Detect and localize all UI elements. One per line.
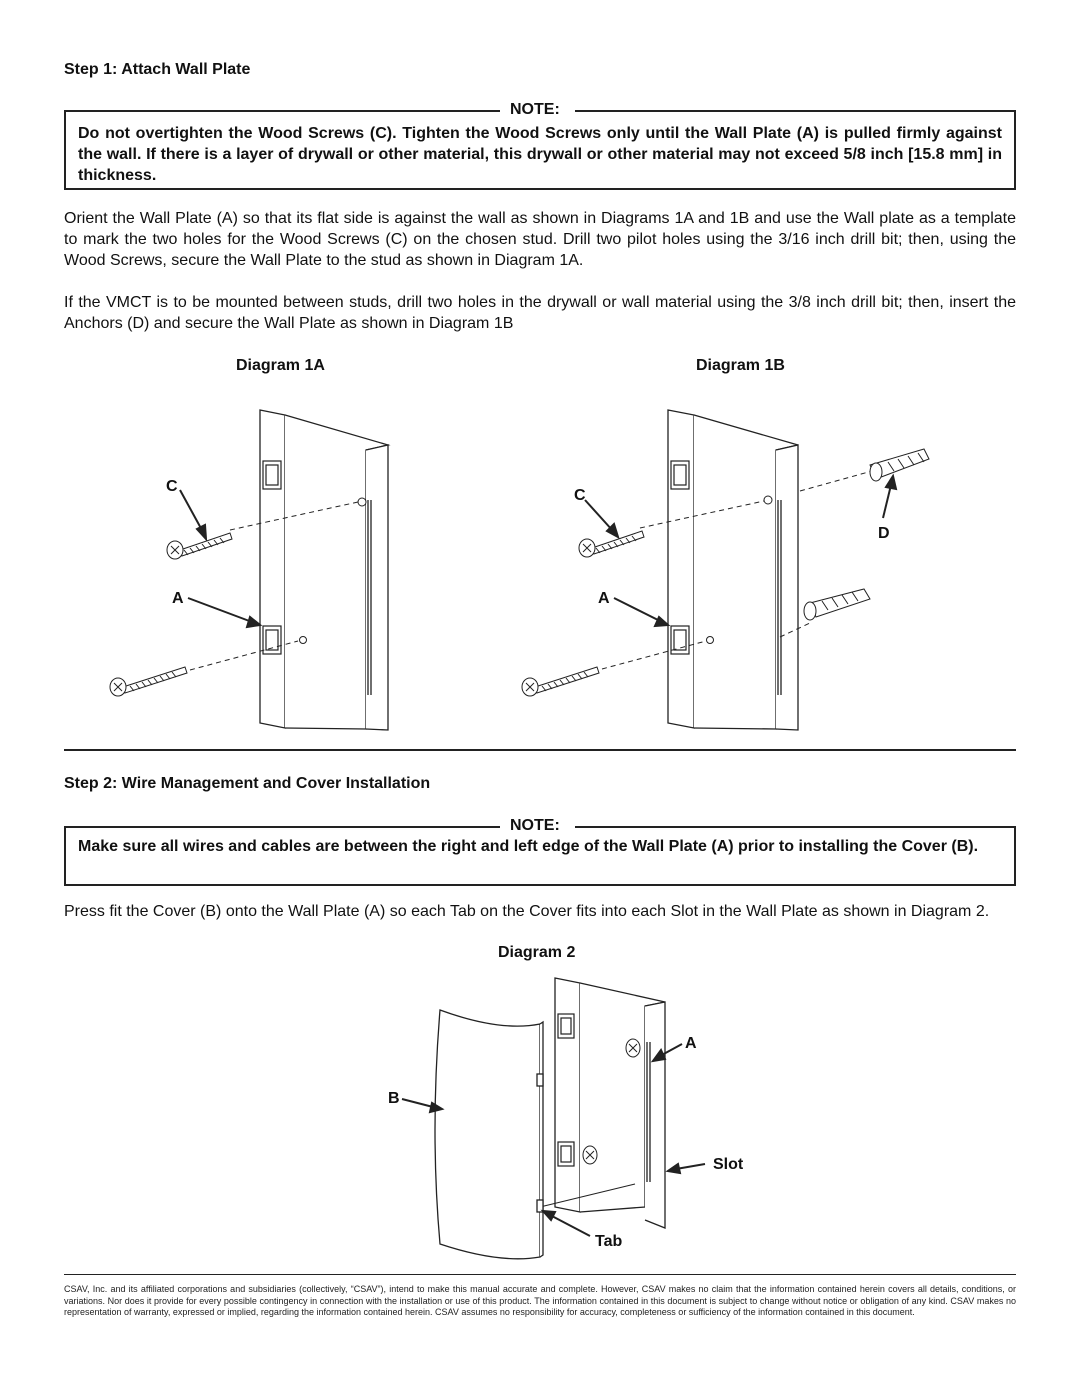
arrow-c [180,490,206,539]
step1-paragraph-1: Orient the Wall Plate (A) so that its flat side is against the wall as shown in Diagrams 1A and 1B and use the Wall plate as a template to mark the two holes for the Wood Screws (C) on the chosen stud. Drill two pilot holes using the 3/16 inch drill bit; then, using the Wood Screws, secure the Wall Plate to the stud as shown in Diagram 1A. [64,210,1016,269]
step2-paragraph: Press fit the Cover (B) onto the Wall Plate (A) so each Tab on the Cover fits into each Slot in the Wall Plate as shown in Diagram 2. [64,903,990,920]
arrow-a [614,598,668,626]
arrow-slot [668,1164,705,1173]
note-box [64,110,1016,190]
anchor-top-icon [870,449,929,481]
arrow-d [883,476,896,518]
footer-divider [64,1274,1016,1275]
diagram-1a-title: Diagram 1A [236,357,325,374]
hole-top [764,496,772,504]
arrow-tab [543,1211,590,1236]
section-divider [64,749,1016,751]
note-text: Do not overtighten the Wood Screws (C). Tighten the Wood Screws only until the Wall Plate (A) is pulled firmly against the wall. If there is a layer of drywall or other material, this drywall or other material may not exceed 5/8 inch [15.8 mm] in thickness. [78,125,1002,184]
wood-screw-bottom-icon [110,667,187,696]
label-slot: Slot [713,1156,744,1173]
label-a: A [685,1035,697,1052]
wall-plate [260,410,388,730]
label-a: A [598,590,610,607]
hole-bottom [707,637,714,644]
label-tab: Tab [595,1233,623,1250]
guide-line-anchor-top [800,471,872,491]
diagram-2-title: Diagram 2 [498,944,576,961]
wood-screw-bottom-icon [522,667,599,696]
note-label: NOTE: [504,101,566,119]
wood-screw-top-icon [167,533,232,559]
wall-plate [668,410,798,730]
anchor-bottom-icon [804,589,870,620]
note-text: Make sure all wires and cables are between the right and left edge of the Wall Plate (A) prior to installing the Cover (B). [78,838,979,855]
step1-paragraph-2: If the VMCT is to be mounted between studs, drill two holes in the drywall or wall material using the 3/8 inch drill bit; then, insert the Anchors (D) and secure the Wall Plate as shown in Diagram 1B [64,294,1016,332]
label-c: C [166,478,178,495]
diagram-1b-title: Diagram 1B [696,357,785,374]
label-b: B [388,1090,400,1107]
diagram-2 [380,972,780,1272]
hole-bottom [300,637,307,644]
step1-heading: Step 1: Attach Wall Plate [64,61,251,78]
diagram-1b [510,405,910,735]
diagram-1a [100,405,400,735]
note-label: NOTE: [504,817,566,835]
step2-heading: Step 2: Wire Management and Cover Installation [64,775,431,792]
wood-screw-top-icon [579,531,644,557]
footer-disclaimer: CSAV, Inc. and its affiliated corporations and subsidiaries (collectively, “CSAV”), intend to make this manual accurate and complete. However, CSAV makes no claim that the information contained herein covers all details, conditions, or variations. Nor does it provide for every possible contingency in connection with the installation or use of this product. The information contained in this document is subject to change without notice or obligation of any kind. CSAV makes no representation of warranty, expressed or implied, regarding the information contained herein. CSAV assumes no responsibility for accuracy, completeness or sufficiency of the information contained in this document. [64,1284,1016,1317]
arrow-a [188,598,260,627]
label-c: C [574,487,586,504]
label-a: A [172,590,184,607]
arrow-c [585,500,618,537]
label-d: D [878,525,890,542]
hole-top [358,498,366,506]
note-box [64,826,1016,886]
cover [435,1010,543,1259]
